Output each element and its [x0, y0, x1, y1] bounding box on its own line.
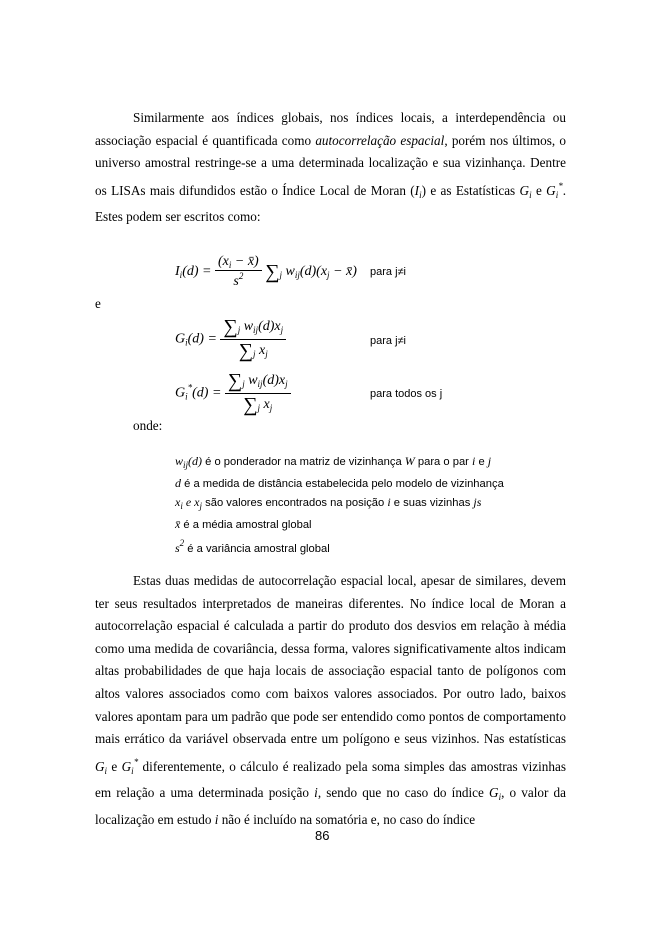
- condition-gi-star: para todos os j: [370, 388, 443, 400]
- gi-symbol-3: $G_i$: [489, 785, 502, 803]
- p2-i-var: i: [314, 785, 318, 801]
- gistar-symbol: $G_i^*$: [546, 180, 563, 200]
- p1-text-d: e: [531, 182, 547, 198]
- definition-wij: $w_{ij}(d)$ é o ponderador na matriz de vizinhança W para o par i e j: [175, 454, 492, 470]
- definition-s2: $s^2$ é a variância amostral global: [175, 538, 330, 555]
- condition-moran: para j≠i: [370, 266, 406, 278]
- definition-x: $x_i$ e $x_j$ são valores encontrados na posição i e suas vizinhas js: [175, 495, 482, 511]
- p1-text-c: ) e as Estatísticas: [421, 182, 520, 198]
- definition-d: d é a medida de distância estabelecida pelo modelo de vizinhança: [175, 476, 504, 490]
- variable-definitions: [175, 452, 504, 558]
- p2-text-a: Estas duas medidas de autocorrelação espacial local, apesar de similares, devem ter seus resultados interpretados de maneiras diferentes. No índice local de Moran a autocorrelação espacial é calculada a partir do produto dos desvios em relação à média como uma medida de covariância, dessa forma, valores significativamente altos indicam altas probabilidades de que haja locais de associação espacial tanto de polígonos com altos valores associados como com baixos valores associados. Por outro lado, baixos valores apontam para um padrão que pode ser entendido como pontos de comportamento mais errático da variável observada entre um polígono e seus vizinhos. Nas estatísticas: [95, 573, 566, 747]
- conjunction-e: e: [95, 296, 101, 311]
- equation-gi: $G_i(d)$ = $\frac{\sum_j w_{ij}(d)x_j}{\sum_j x_j}$: [175, 316, 286, 363]
- paragraph-interpretation: [95, 570, 566, 832]
- p1-text-b: , porém nos últimos, o universo amostral restringe-se a uma determinada localização e sua vizinhança. Dentre os LISAs mais difundidos estão o Índice Local de Moran (: [95, 132, 566, 198]
- p2-i-var-2: i: [214, 811, 219, 827]
- p1-text-e: . Estes podem ser escritos como:: [95, 182, 566, 225]
- condition-gi: para j≠i: [370, 335, 406, 347]
- p2-text-d: , sendo que no caso do índice: [317, 785, 490, 801]
- p2-text-b: e: [107, 758, 122, 774]
- equation-gi-star: $G_i^*(d)$ = $\frac{\sum_j w_{ij}(d)x_j}{\sum_j x_j}$: [175, 370, 291, 417]
- p2-text-f: não é incluído na somatória e, no caso do índice: [218, 811, 476, 827]
- gistar-symbol-2: $G_i^*$: [121, 756, 139, 776]
- definition-xbar: x̄ é a média amostral global: [175, 517, 312, 531]
- page-number: 86: [315, 828, 330, 843]
- equation-local-moran: $I_i(d)$ = $\frac{(x_i - x̄)}{s^2}$ $\sum_j$ $w_{ij}(d)(x_j$ − x̄): [175, 254, 357, 289]
- gi-symbol-2: $G_i$: [95, 758, 108, 776]
- onde-label: onde:: [133, 418, 163, 433]
- p2-text-e: , o valor da localização em estudo: [95, 785, 566, 827]
- moran-symbol: $I_i$: [414, 182, 422, 200]
- p2-text-c: diferentemente, o cálculo é realizado pela soma simples das amostras vizinhas em relação a uma determinada posição: [95, 758, 566, 801]
- p1-italic-term: autocorrelação espacial: [315, 132, 445, 148]
- paragraph-intro: [95, 107, 566, 229]
- gi-symbol: $G_i$: [519, 182, 532, 200]
- p1-text-a: Similarmente aos índices globais, nos índices locais, a interdependência ou associação espacial é quantificada como: [95, 110, 566, 148]
